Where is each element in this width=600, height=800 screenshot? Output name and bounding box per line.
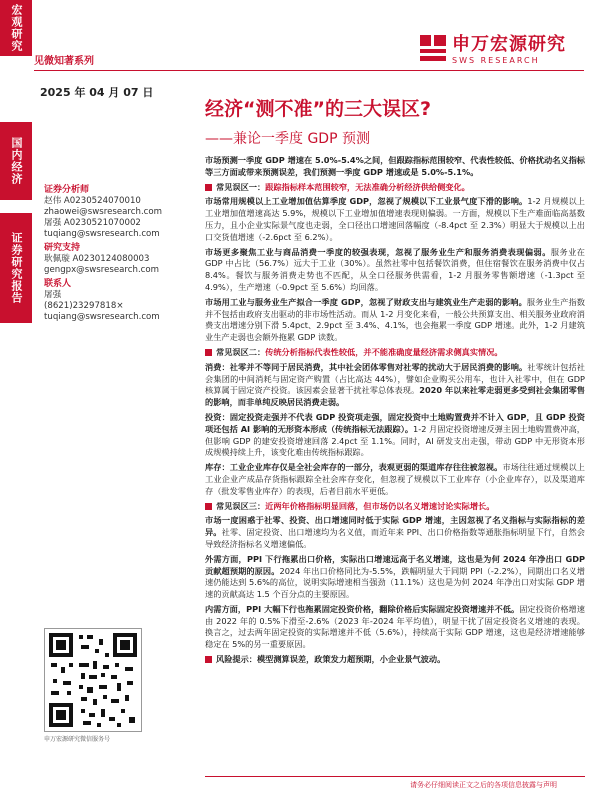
logo-mark-icon [420,35,446,61]
logo-text-en: SWS RESEARCH [452,56,540,65]
contact-heading: 联系人 [44,279,72,289]
report-date: 2025 年 04 月 07 日 [40,86,154,99]
body-paragraph: 市场更多聚焦工业与商品消费一季度的较强表现，忽视了服务业生产和服务消费表现偏弱。服务业在 GDP 中占比（56.7%）远大于工业（30%）。虽然社零中包括餐饮消费，但住宿餐饮在服务消费中仅占 8.4%。餐饮与服务消费走势也不匹配，从全口径服务供需看，1-2 月服务零售额增速（-1.3pct 至 4.9%），生产增速（-0.9pct 至 5.6%）均回落。 [205,246,585,292]
risk-label: 风险提示： [216,654,257,665]
risk-warning [205,654,585,666]
qr-code[interactable] [44,628,142,732]
misconception-1 [205,182,585,194]
misconception-text: 传统分析指标代表性较低，并不能准确度量经济需求侧真实情况。 [265,346,503,357]
analyst-heading: 证券分析师 [44,185,90,195]
report-subtitle: ——兼论一季度 GDP 预测 [205,131,370,147]
misconception-3 [205,501,585,513]
analyst-line[interactable]: tuqiang@swsresearch.com [44,229,160,239]
qr-caption: 申万宏源研究微信服务号 [44,736,111,743]
analyst-line: 屠强 A0230521070002 [44,218,141,228]
misconception-text: 跟踪指标样本范围较窄，无法准确分析经济供给侧变化。 [265,181,470,192]
misconception-label: 常见误区三： [216,500,266,511]
side-label-domestic: 国内经济 [0,122,32,200]
analyst-info [44,182,194,323]
contact-line[interactable]: tuqiang@swsresearch.com [44,312,160,322]
bullet-square-icon [205,503,212,510]
qr-code-icon [45,629,141,731]
support-line[interactable]: gengpx@swsresearch.com [44,265,160,275]
support-heading: 研究支持 [44,243,81,253]
misconception-2 [205,347,585,359]
body-paragraph: 市场常用规模以上工业增加值估算季度 GDP，忽视了规模以下工业景气度下滑的影响。1-2 月规模以上工业增加值增速高达 5.9%，规模以下工业增加值增速表现则偏弱。一方面，规模以下生产难面临高基数压力，且小企业实际景气度也走弱，全口径出口增速回落幅度（-8.4pct 至 2.3%）明显大于规模以上出口交货值增速（-2.6pct 至 6.2%）。 [205,196,585,242]
side-label-macro: 宏观研究 [0,0,32,56]
bullet-square-icon [205,184,212,191]
analyst-line[interactable]: zhaowei@swsresearch.com [44,207,163,217]
body-paragraph: 内需方面，PPI 大幅下行也拖累固定投资价格，翻除价格后实际固定投资增速并不低。固定投资价格增速由 2022 年的 0.5%下滑至-2.6%（2023 年-2024 年平均值），明显干扰了固定投资名义增速的表现。换言之，过去两年固定投资的实际增速并不低（5.6%），持续高于实际 GDP 增速，这也是经济增速能够稳定在 5%的另一重要原因。 [205,603,585,650]
analyst-line: 赵伟 A0230524070010 [44,196,141,206]
footer-divider [205,776,585,777]
footer-disclaimer[interactable]: 请务必仔细阅读正文之后的各项信息披露与声明 [410,781,557,789]
body-paragraph: 外需方面，PPI 下行拖累出口价格，实际出口增速远高于名义增速，这也是为何 2024 年净出口 GDP 贡献超预期的原因。2024 年出口价格同比为-5.5%，跌幅明显大于同期 PPI（-2.2%），同期出口名义增速仍能达到 5.6%的高位，说明实际增速相当强劲（11.1%）这也是为何 2024 年净出口对实际 GDP 增速的贡献高达 1.5 个百分点的主要原因。 [205,553,585,600]
contact-line: (8621)23297818× [44,301,124,311]
contact-line: 屠强 [44,290,62,300]
misconception-text: 近两年价格指标明显回落，但市场仍以名义增速讨论实际增长。 [265,500,495,511]
header-divider [34,70,584,71]
support-line: 耿佩璇 A0230124080003 [44,254,150,264]
body-paragraph: 投资：固定投资走强并不代表 GDP 投资项走强，固定投资中土地购置费并不计入 GDP，且 GDP 投资项还包括 AI 影响的无形资本形成（传统指标无法跟踪）。1-2 月固定投资增速反弹主因土地购置费冲高，但影响 GDP 的建安投资增速回落 2.4pct 至 1.1%。同时，AI 研发支出走强，带动 GDP 中无形资本形成规模持续上升，该变化难由传统指标跟踪。 [205,411,585,458]
body-paragraph: 库存：工业企业库存仅是全社会库存的一部分，表观更弱的渠道库存往往被忽视。市场往往通过规模以上工业企业产成品存货指标跟踪全社会库存变化，但忽视了规模以下工业库存（小企业库存），以及渠道库存（批发零售业库存）的表现，后者目前水平更低。 [205,462,585,496]
misconception-label: 常见误区二： [216,346,266,357]
body-paragraph: 市场用工业与服务业生产拟合一季度 GDP，忽视了财政支出与建筑业生产走弱的影响。服务业生产指数并不包括由政府支出驱动的非市场性活动。而从 1-2 月变化来看，一般公共预算支出、相关服务业政府消费支出增速分别下滑 5.4pct、2.9pct 至 3.4%、4.1%，也会拖累一季度 GDP 增速。此外，1-2 月建筑业生产走弱也会额外拖累 GDP 读数。 [205,296,585,343]
brand-logo [420,30,566,65]
body-paragraph: 消费：社零并不等同于居民消费，其中社会团体零售对社零的扰动大于居民消费的影响。社零统计包括社会集团的中间消耗与固定资产购置（占比高达 44%），譬如企业购买公用车，也计入社零中，但在 GDP 核算属于固定资产投资。该因素会显著干扰社零总体表现。2020 年以来社零走弱更多受到社会集团零售的影响，而非单纯反映居民消费走弱。 [205,361,585,408]
bullet-square-icon [205,349,212,356]
side-band [0,0,32,800]
body-paragraph: 市场一度困惑于社零、投资、出口增速同时低于实际 GDP 增速，主因忽视了名义指标与实际指标的差异。社零、固定投资、出口增速均为名义值，而近年来 PPI、出口价格指数等通胀指标明显下行，自然会导致经济指标名义增速偏低。 [205,515,585,549]
misconception-label: 常见误区一： [216,181,266,192]
report-body [205,155,585,669]
series-name: 见微知著系列 [34,56,94,67]
logo-text-cn: 申万宏源研究 [452,34,566,55]
side-label-report: 证券研究报告 [0,213,32,323]
bullet-square-icon [205,656,212,663]
summary-paragraph: 市场预测一季度 GDP 增速在 5.0%-5.4%之间，但跟踪指标范围较窄、代表性较低、价格扰动名义指标等三方面或带来预测误差，我们预测一季度 GDP 增速或是 5.0%-5.1%。 [205,155,585,177]
risk-text: 模型测算误差，政策发力超预期，小企业景气波动。 [256,654,446,665]
report-title: 经济“测不准”的三大误区? [205,98,431,120]
